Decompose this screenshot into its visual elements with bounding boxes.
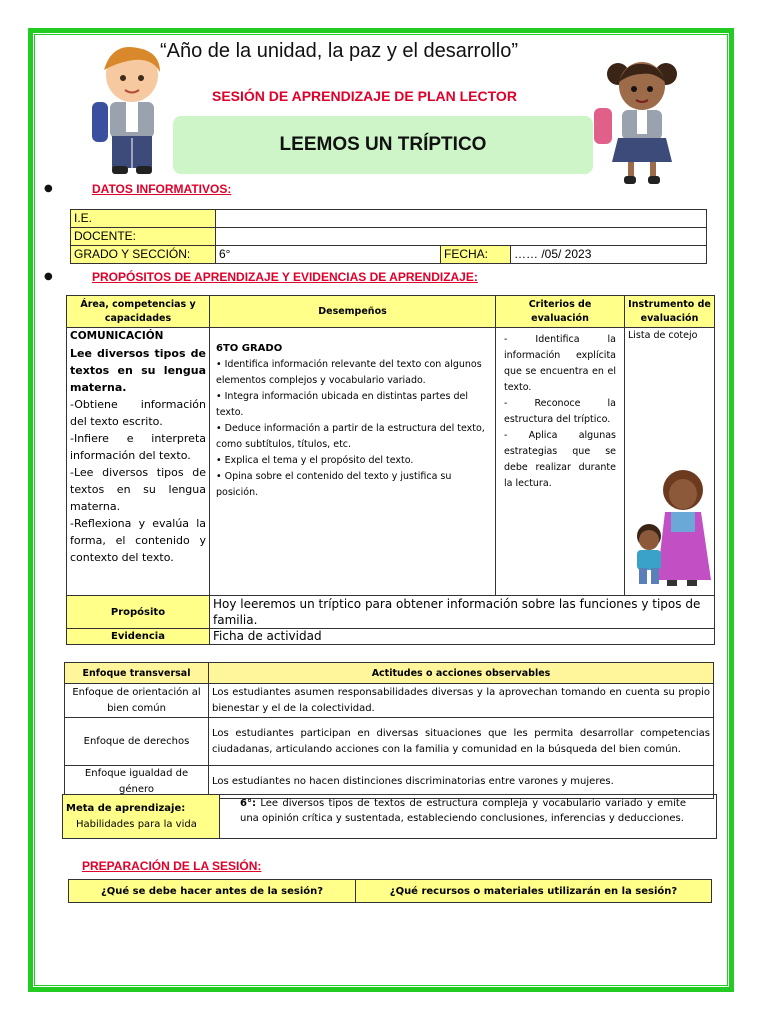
proposito-value: Hoy leeremos un tríptico para obtener información sobre las funciones y tipos de familia. [210,596,715,629]
meta-sublabel: Habilidades para la vida [76,818,197,830]
fecha-value: …… /05/ 2023 [511,246,707,264]
criterio-item: - Identifica la información explícita que se encuentra en el texto. [504,334,616,393]
enfoque-text: Los estudiantes asumen responsabilidades diversas y la aprovechan tomando en cuenta su propio bienestar y el de la colectividad. [209,684,714,718]
grado-label: GRADO Y SECCIÓN: [71,246,216,264]
banner-title: LEEMOS UN TRÍPTICO [279,134,487,155]
children-illustration [627,468,713,592]
enfoque-name: Enfoque de orientación al bien común [65,684,209,718]
ie-value [216,210,707,228]
bullet-icon: ● [44,271,53,282]
enfoque-name: Enfoque de derechos [65,718,209,766]
area-cell [67,328,210,596]
datos-table [70,209,707,264]
criterios-cell [496,328,625,596]
preparacion-table [68,879,712,903]
header-desempenos: Desempeños [210,296,496,328]
header-recursos: ¿Qué recursos o materiales utilizarán en la sesión? [356,880,712,903]
girl-illustration [592,56,692,188]
meta-text-cell [220,795,717,839]
criterio-item: - Aplica algunas estrategias que se debe realizar durante la lectura. [504,430,616,489]
desempeno-item: • Integra información ubicada en distintas partes del texto. [216,391,468,418]
propositos-heading: PROPÓSITOS DE APRENDIZAJE Y EVIDENCIAS DE APRENDIZAJE: [92,270,478,284]
title-banner [173,116,593,174]
docente-label: DOCENTE: [71,228,216,246]
header-criterios: Criterios de evaluación [496,296,625,328]
enfoques-table [64,662,714,799]
meta-label: Meta de aprendizaje: [66,802,186,814]
enfoque-name: Enfoque igualdad de género [65,766,209,799]
proposito-label: Propósito [67,596,210,629]
header-instrumento: Instrumento de evaluación [625,296,715,328]
datos-heading: DATOS INFORMATIVOS: [92,182,232,196]
desempeno-item: • Opina sobre el contenido del texto y justifica su posición. [216,471,452,498]
competencia: Lee diversos tipos de textos en su lengua materna. [70,347,206,394]
bullet-icon: ● [44,183,53,194]
desempeno-item: • Identifica información relevante del texto con algunos elementos complejos y vocabulario variado. [216,359,482,386]
evidencia-label: Evidencia [67,629,210,645]
year-motto: “Año de la unidad, la paz y el desarrollo” [160,40,518,62]
desempeno-item: • Explica el tema y el propósito del texto. [216,455,414,466]
evidencia-value: Ficha de actividad [210,629,715,645]
propositos-table [66,295,715,645]
desempeno-item: • Deduce información a partir de la estructura del texto, como subtítulos, títulos, etc. [216,423,485,450]
preparacion-heading: PREPARACIÓN DE LA SESIÓN: [82,859,262,873]
capacidad: -Obtiene información del texto escrito. [70,398,206,428]
capacidad: -Lee diversos tipos de textos en su lengua materna. [70,466,206,513]
capacidad: -Reflexiona y evalúa la forma, el contenido y contexto del texto. [70,517,206,564]
fecha-label: FECHA: [441,246,511,264]
header-antes: ¿Qué se debe hacer antes de la sesión? [69,880,356,903]
area-name: COMUNICACIÓN [70,330,164,342]
docente-value [216,228,707,246]
instrumento-cell [625,328,715,596]
meta-text: Lee diversos tipos de textos de estructura compleja y vocabulario variado y emite una opinión crítica y sustentada, estableciendo conclusiones, inferencias y deducciones. [240,798,686,824]
enfoque-text: Los estudiantes participan en diversas situaciones que les permita desarrollar competencias ciudadanas, articulando acciones con la familia y comunidad en la búsqueda del bien común. [209,718,714,766]
ie-label: I.E. [71,210,216,228]
meta-grade: 6°: [240,798,256,809]
header-actitudes: Actitudes o acciones observables [209,663,714,684]
instrumento-value: Lista de cotejo [628,330,698,341]
meta-table [62,794,717,839]
session-title: SESIÓN DE APRENDIZAJE DE PLAN LECTOR [212,88,517,104]
header-area: Área, competencias y capacidades [67,296,210,328]
enfoque-text: Los estudiantes no hacen distinciones discriminatorias entre varones y mujeres. [209,766,714,799]
grado-value: 6° [216,246,441,264]
desempenos-cell [210,328,496,596]
header-enfoque: Enfoque transversal [65,663,209,684]
criterio-item: - Reconoce la estructura del tríptico. [504,398,616,425]
meta-label-cell [63,795,220,839]
grado-title: 6TO GRADO [216,343,283,354]
capacidad: -Infiere e interpreta información del texto. [70,432,206,462]
